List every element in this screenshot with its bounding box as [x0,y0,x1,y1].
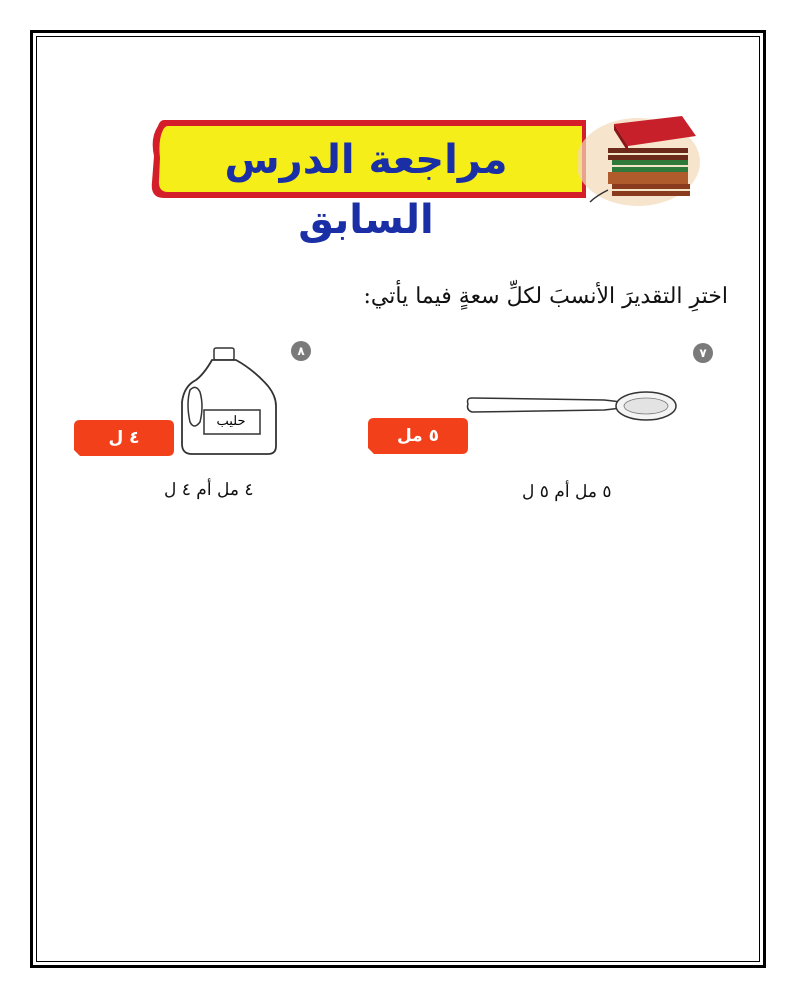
answer-text: ٥ مل [396,426,439,446]
lesson-review-banner [146,116,600,243]
answer-tag [368,418,468,454]
answer-tag [74,420,174,456]
choice-text: ٥ مل أم ٥ ل [522,482,612,502]
milk-label: حليب [216,414,246,429]
instruction-text: اخترِ التقديرَ الأنسبَ لكلِّ سعةٍ فيما يأتي: [363,284,728,309]
question-number-badge [692,342,714,364]
question-number: ٨ [297,344,305,358]
question-number-badge [290,340,312,362]
answer-text: ٤ ل [108,428,140,448]
spoon-icon [464,386,680,428]
milk-jug-icon [176,346,280,458]
question-number: ٧ [699,346,707,360]
books-stack-icon [578,106,708,206]
choice-text: ٤ مل أم ٤ ل [164,480,254,500]
banner-title: مراجعة الدرس السابق [224,137,508,243]
